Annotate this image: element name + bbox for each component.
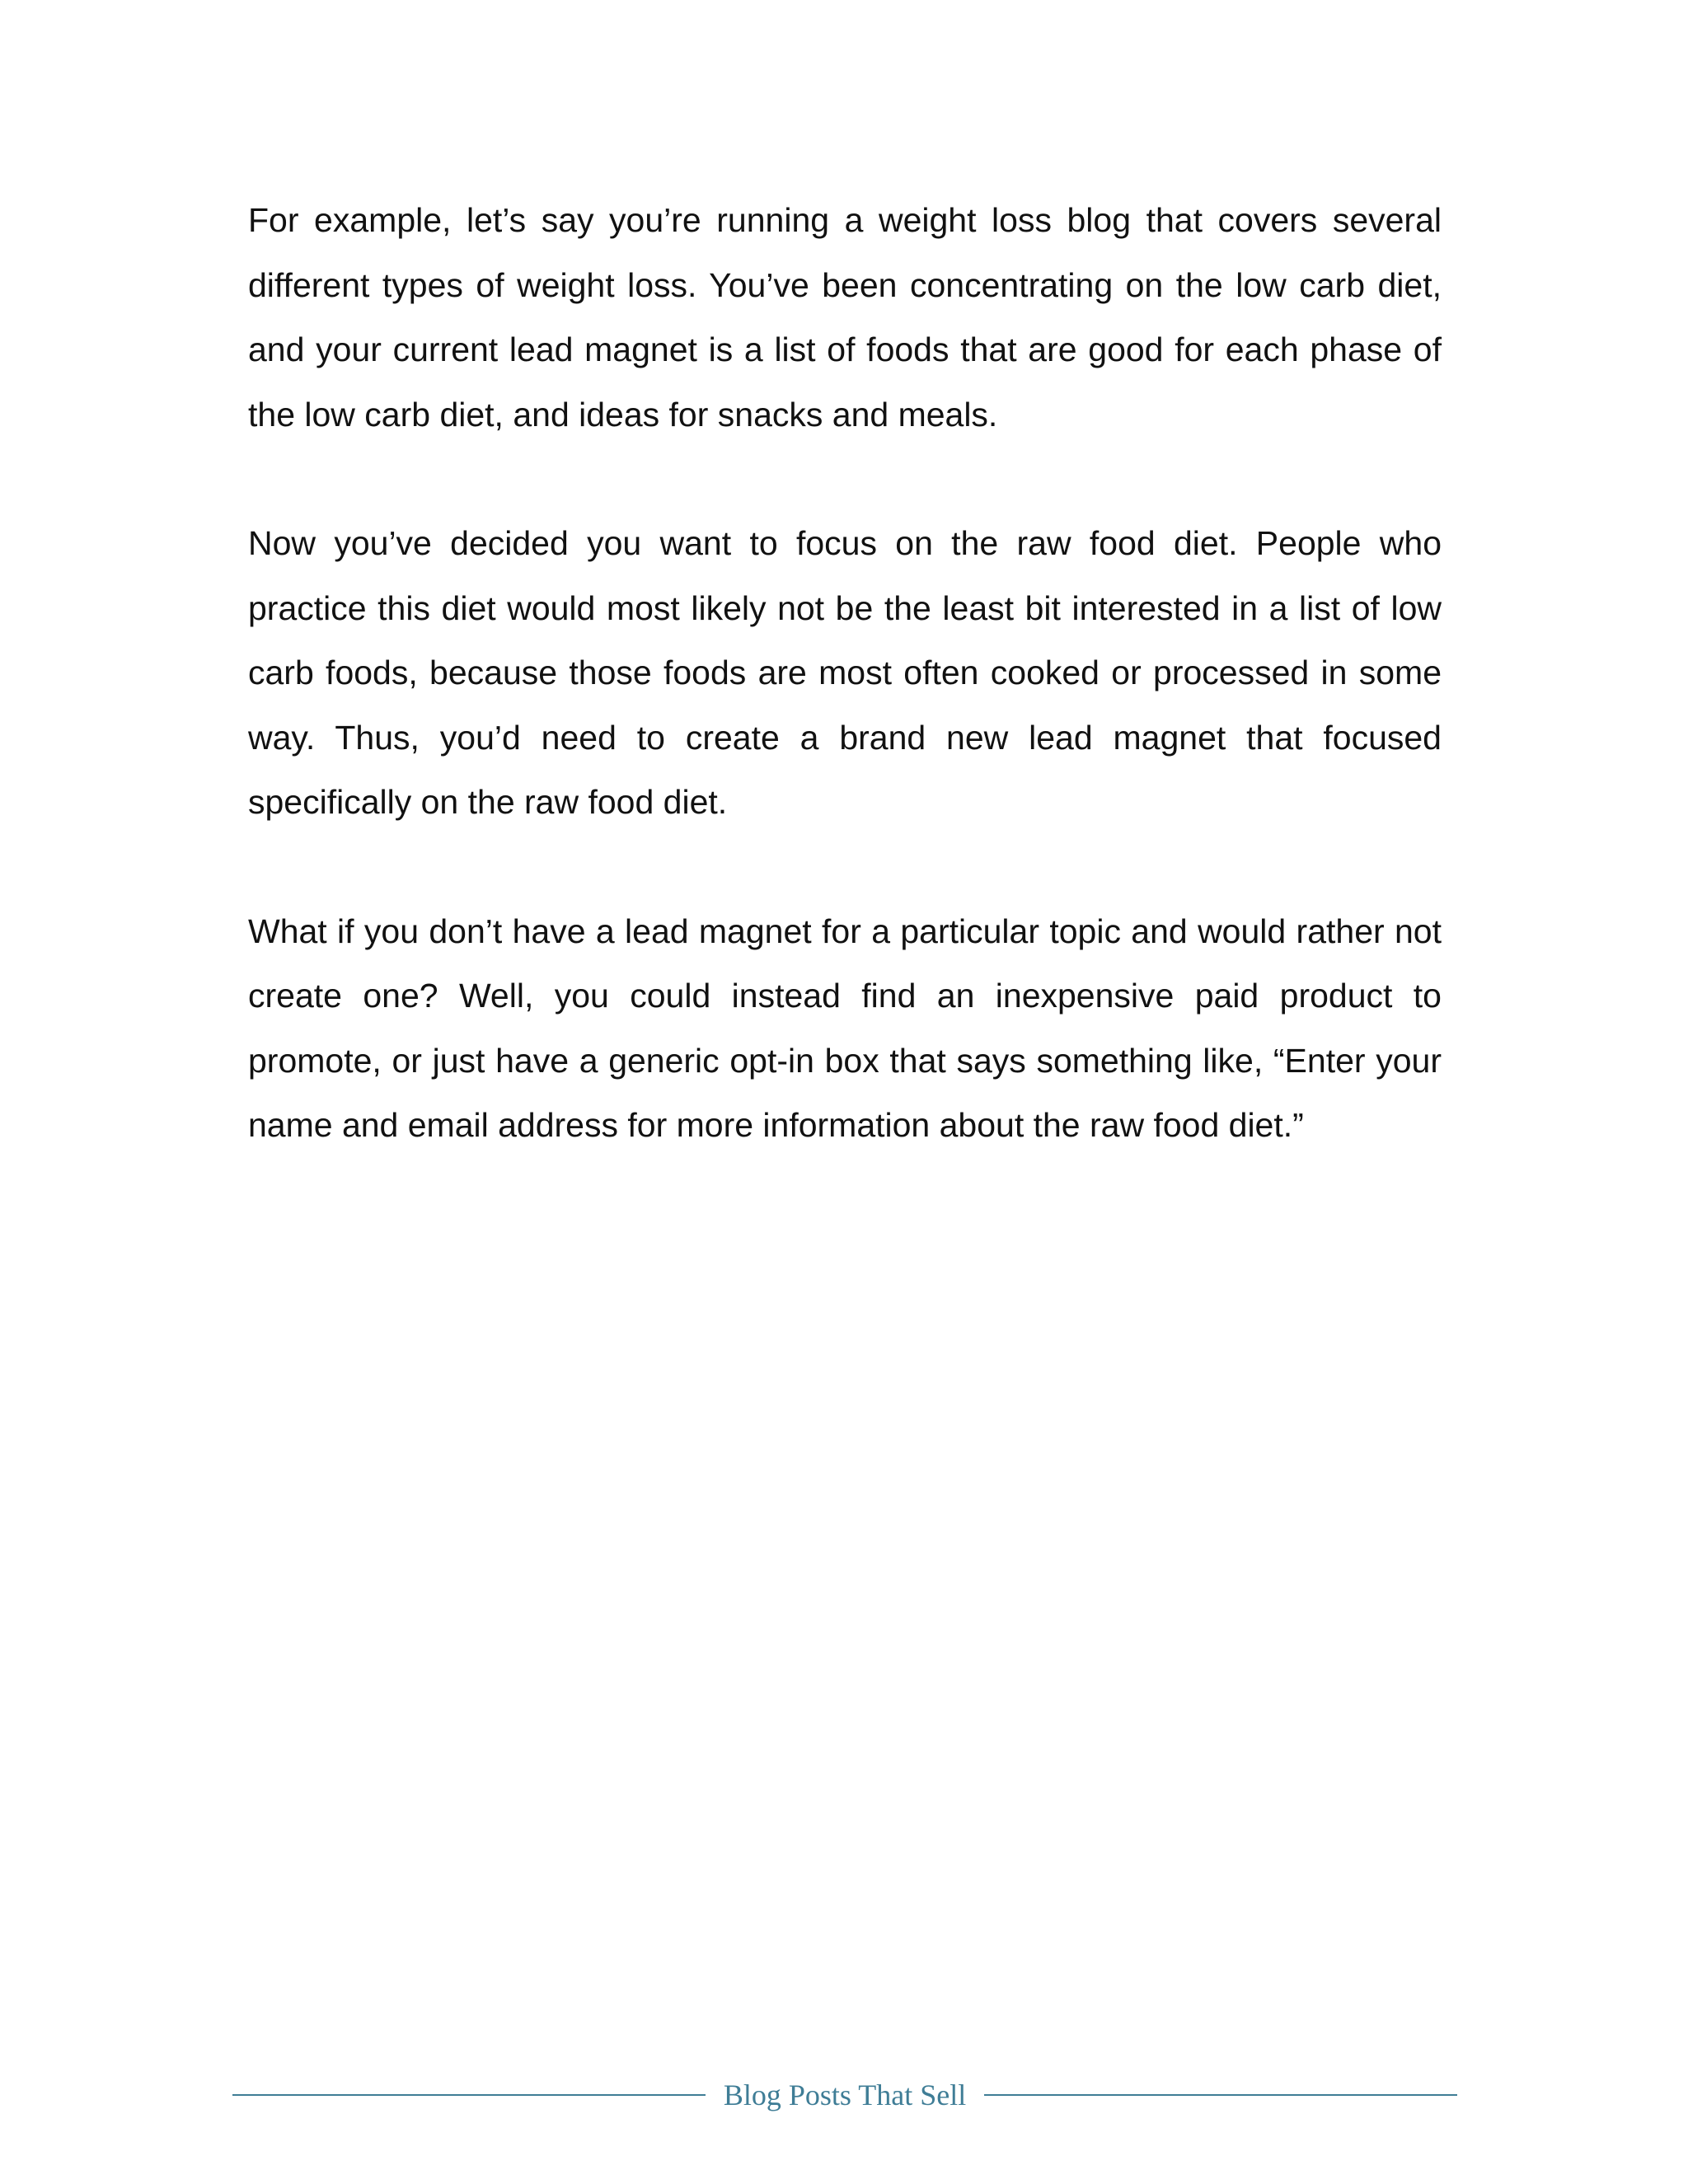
footer-title: Blog Posts That Sell (723, 2079, 967, 2111)
footer-rule-right (984, 2094, 1457, 2096)
footer-rule-left (232, 2094, 706, 2096)
page-footer (232, 2070, 1457, 2120)
page-body (248, 188, 1442, 1222)
paragraph-2: Now you’ve decided you want to focus on the raw food diet. People who practice this diet would most likely not be the least bit interested in a list of low carb foods, because those foods are most often cooked or processed in some way. Thus, you’d need to create a brand new lead magnet that focused specifically on the raw food diet. (248, 524, 1442, 821)
paragraph-1: For example, let’s say you’re running a weight loss blog that covers several different types of weight loss. You’ve been concentrating on the low carb diet, and your current lead magnet is a list of foods that are good for each phase of the low carb diet, and ideas for snacks and meals. (248, 201, 1442, 434)
paragraph-3: What if you don’t have a lead magnet for a particular topic and would rather not create one? Well, you could instead find an inexpensive paid product to promote, or just have a generic opt-in box that says something like, “Enter your name and email address for more information about the raw food diet.” (248, 912, 1442, 1144)
